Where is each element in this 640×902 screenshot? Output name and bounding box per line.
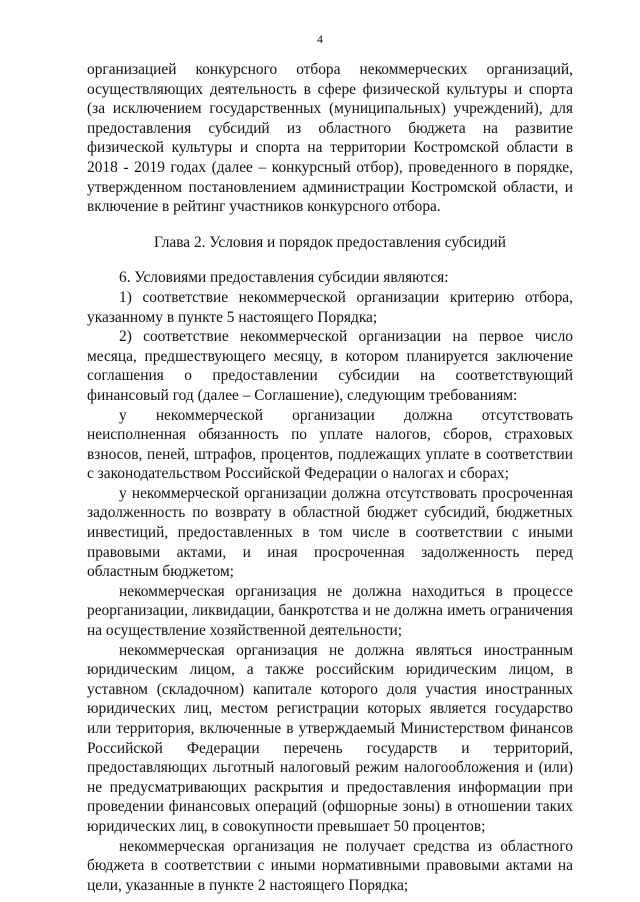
page-number: 4 <box>317 32 323 46</box>
paragraph-item: 2) соответствие некоммерческой организации на первое число месяца, предшествующего месяцу, в котором планируется заключение соглашения о предоставлении субсидии на соответствующий финансовый год (далее – Соглашение), следующим требованиям: <box>87 328 573 404</box>
paragraph-item: у некоммерческой организации должна отсутствовать просроченная задолженность по возврату в областной бюджет субсидий, бюджетных инвестиций, предоставленных в том числе в соответствии с иными правовыми актами, и иная просроченная задолженность перед областным бюджетом; <box>87 484 573 581</box>
paragraph-item: 1) соответствие некоммерческой организации критерию отбора, указанному в пункте 5 настоящего Порядка; <box>87 288 573 326</box>
paragraph-item: 6. Условиями предоставления субсидии являются: <box>119 269 449 287</box>
document-body <box>87 60 573 895</box>
paragraph-item: у некоммерческой организации должна отсутствовать неисполненная обязанность по уплате налогов, сборов, страховых взносов, пеней, штрафов, процентов, подлежащих уплате в соответствии с законодательством Российской Федерации о налогах и сборах; <box>87 406 573 483</box>
paragraph-item: некоммерческая организация не должна являться иностранным юридическим лицом, а также российским юридическим лицом, в уставном (складочном) капитале которого доля участия иностранных юридических лиц, местом регистрации которых является государство или территория, включенные в утверждаемый Министерством финансов Российской Федерации перечень государств и территорий, предоставляющих льготный налоговый режим налогообложения и (или) не предусматривающих раскрытия и предоставления информации при проведении финансовых операций (офшорные зоны) в отношении таких юридических лиц, в совокупности превышает 50 процентов; <box>87 641 573 835</box>
chapter-heading: Глава 2. Условия и порядок предоставления субсидий <box>153 233 507 251</box>
paragraph-item: некоммерческая организация не должна находиться в процессе реорганизации, ликвидации, банкротства и не должна иметь ограничения на осуществление хозяйственной деятельности; <box>87 582 573 640</box>
paragraph-item: некоммерческая организация не получает средства из областного бюджета в соответствии с иными нормативными правовыми актами на цели, указанные в пункте 2 настоящего Порядка; <box>87 837 573 894</box>
intro-paragraph: организацией конкурсного отбора некоммерческих организаций, осуществляющих деятельность в сфере физической культуры и спорта (за исключением государственных (муниципальных) учреждений), для предоставления субсидий из областного бюджета на развитие физической культуры и спорта на территории Костромской области в 2018 - 2019 годах (далее – конкурсный отбор), проведенного в порядке, утвержденном постановлением администрации Костромской области, и включение в рейтинг участников конкурсного отбора. <box>87 61 573 216</box>
